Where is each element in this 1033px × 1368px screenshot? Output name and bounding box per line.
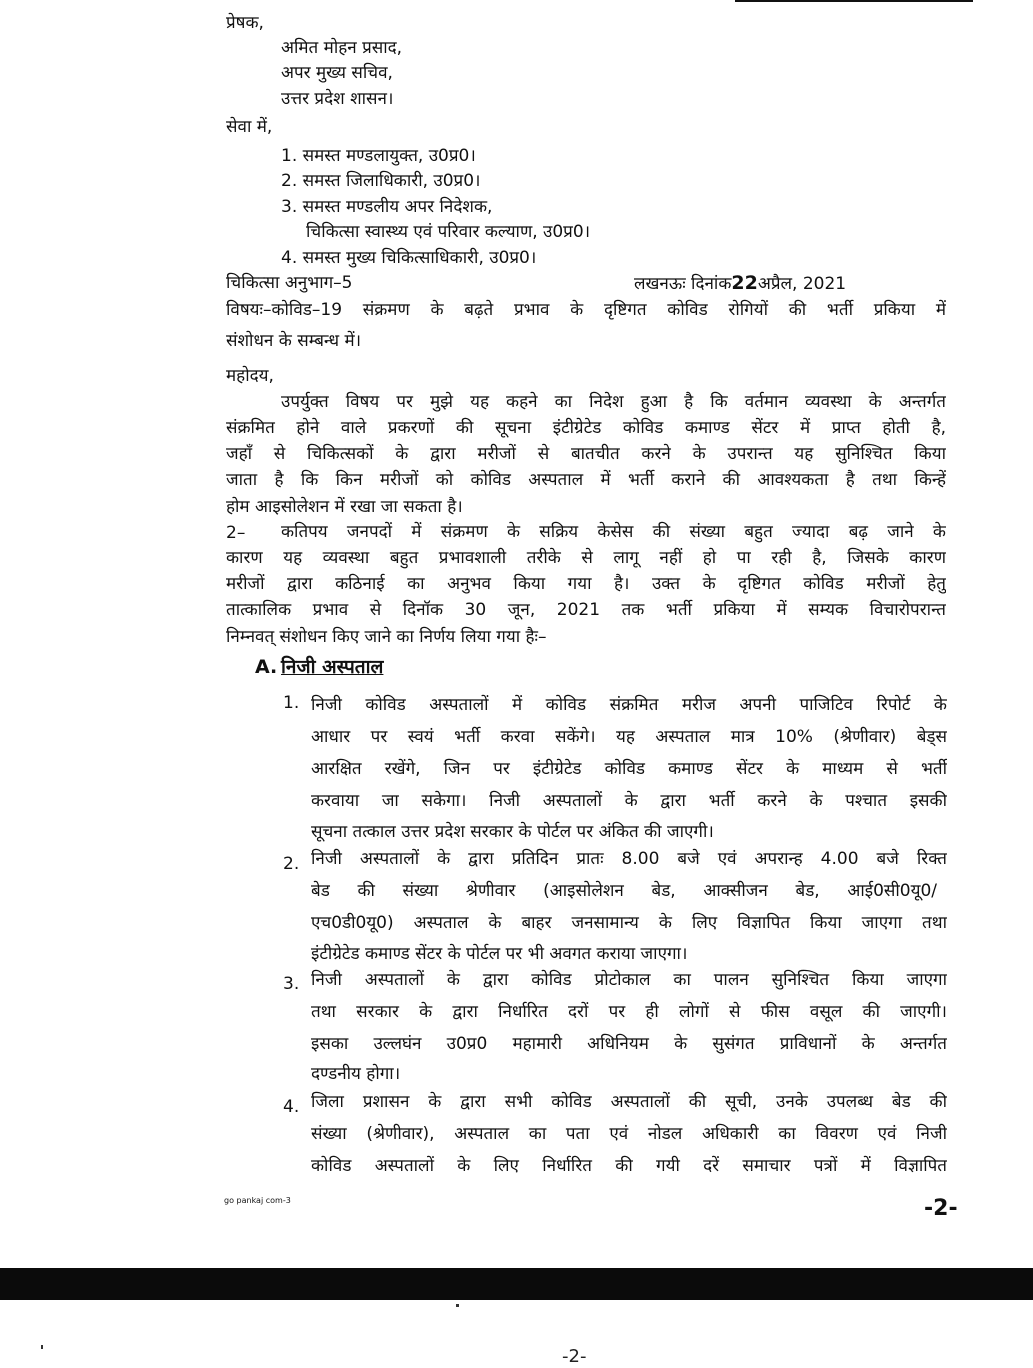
- para1-line: होम आइसोलेशन में रखा जा सकता है।: [226, 497, 463, 517]
- para1-line: उपर्युक्त विषय पर मुझे यह कहने का निदेश हुआ है कि वर्तमान व्यवस्था के अन्तर्गत: [281, 392, 946, 412]
- section-a-title: निजी अस्पताल: [281, 656, 384, 678]
- item-line: निजी अस्पतालों के द्वारा कोविड प्रोटोकाल का पालन सुनिश्चित किया जाएगा: [311, 970, 947, 990]
- para2-line: निम्नवत् संशोधन किए जाने का निर्णय लिया गया हैः–: [226, 627, 547, 647]
- item-line: करवाया जा सकेगा। निजी अस्पतालों के द्वारा भर्ती करने के पश्चात इसकी: [311, 791, 947, 811]
- section-a-label: A.: [255, 656, 278, 678]
- item-line: तथा सरकार के द्वारा निर्धारित दरों पर ही लोगों से फीस वसूल की जाएगी।: [311, 1002, 947, 1022]
- item-line: दण्डनीय होगा।: [311, 1064, 401, 1084]
- next-page-number-fragment: -2-: [562, 1346, 587, 1367]
- item-line: सूचना तत्काल उत्तर प्रदेश सरकार के पोर्टल पर अंकित की जाएगी।: [311, 822, 714, 842]
- recipient-3-cont: चिकित्सा स्वास्थ्य एवं परिवार कल्याण, उ0प्र0।: [306, 222, 591, 242]
- item-line: निजी अस्पतालों के द्वारा प्रतिदिन प्रातः 8.00 बजे एवं अपरान्ह 4.00 बजे रिक्त: [311, 849, 947, 869]
- sender-designation: अपर मुख्य सचिव,: [281, 63, 393, 83]
- item-line: कोविड अस्पतालों के लिए निर्धारित की गयी दरें समाचार पत्रों में विज्ञापित: [311, 1156, 947, 1176]
- item-number: 3.: [283, 974, 300, 994]
- date-prefix: लखनऊः दिनांक: [634, 274, 732, 294]
- file-reference: go pankaj com-3: [224, 1196, 291, 1205]
- item-number: 1.: [283, 693, 300, 713]
- item-number: 4.: [283, 1097, 300, 1117]
- item-line: एच0डी0यू0) अस्पताल के बाहर जनसामान्य के लिए विज्ञापित किया जाएगा तथा: [311, 913, 947, 933]
- para2-line: कारण यह व्यवस्था बहुत प्रभावशाली तरीके से लागू नहीं हो पा रही है, जिसके कारण: [226, 548, 946, 568]
- scan-speck: [41, 1345, 43, 1349]
- item-line: इंटीग्रेटेड कमाण्ड सेंटर के पोर्टल पर भी अवगत कराया जाएगा।: [311, 944, 688, 964]
- item-line: आधार पर स्वयं भर्ती करवा सकेंगे। यह अस्पताल मात्र 10% (श्रेणीवार) बेड्स: [311, 727, 947, 747]
- item-line: निजी कोविड अस्पतालों में कोविड संक्रमित मरीज अपनी पाजिटिव रिपोर्ट के: [311, 695, 947, 715]
- para1-line: संक्रमित होने वाले प्रकरणों की सूचना इंटीग्रेटेड कोविड कमाण्ड सेंटर में प्राप्त होती है,: [226, 418, 946, 438]
- item-line: बेड की संख्या श्रेणीवार (आइसोलेशन बेड, आक्सीजन बेड, आई0सी0यू0/: [311, 881, 937, 901]
- next-page-top: [0, 1300, 1033, 1367]
- sender-label: प्रेषक,: [226, 13, 264, 33]
- item-line: संख्या (श्रेणीवार), अस्पताल का पता एवं नोडल अधिकारी का विवरण एवं निजी: [311, 1124, 947, 1144]
- para2-number: 2–: [226, 523, 246, 543]
- recipient-2: 2. समस्त जिलाधिकारी, उ0प्र0।: [281, 171, 481, 191]
- item-line: जिला प्रशासन के द्वारा सभी कोविड अस्पतालों की सूची, उनके उपलब्ध बेड की: [311, 1092, 947, 1112]
- recipient-3: 3. समस्त मण्डलीय अपर निदेशक,: [281, 197, 493, 217]
- date-day: 22: [731, 272, 758, 294]
- para2-line: कतिपय जनपदों में संक्रमण के सक्रिय केसेस की संख्या बहुत ज्यादा बढ़ जाने के: [281, 522, 946, 542]
- to-label: सेवा में,: [226, 117, 273, 137]
- sender-office: उत्तर प्रदेश शासन।: [281, 89, 394, 109]
- subject-line-2: संशोधन के सम्बन्ध में।: [226, 331, 362, 351]
- salutation: महोदय,: [226, 366, 274, 386]
- top-rule: [735, 0, 973, 2]
- scan-speck: [456, 1304, 459, 1307]
- next-page-marker: -2-: [924, 1196, 958, 1221]
- para2-line: तात्कालिक प्रभाव से दिनॉक 30 जून, 2021 तक भर्ती प्रकिया में सम्यक विचारोपरान्त: [226, 600, 946, 620]
- date-rest: अप्रैल, 2021: [757, 274, 847, 294]
- letter-date: [634, 272, 846, 295]
- recipient-1: 1. समस्त मण्डलायुक्त, उ0प्र0।: [281, 146, 476, 166]
- para1-line: जाता है कि किन मरीजों को कोविड अस्पताल में भर्ती कराने की आवश्यकता है तथा किन्हें: [226, 470, 946, 490]
- item-line: आरक्षित रखेंगे, जिन पर इंटीग्रेटेड कोविड कमाण्ड सेंटर के माध्यम से भर्ती: [311, 759, 947, 779]
- para2-line: मरीजों द्वारा कठिनाई का अनुभव किया गया है। उक्त के दृष्टिगत कोविड मरीजों हेतु: [226, 574, 946, 594]
- item-line: इसका उल्लघंन उ0प्र0 महामारी अधिनियम के सुसंगत प्राविधानों के अन्तर्गत: [311, 1034, 947, 1054]
- item-number: 2.: [283, 854, 300, 874]
- section-ref: चिकित्सा अनुभाग–5: [226, 273, 353, 293]
- scan-gap-bar: [0, 1268, 1033, 1300]
- para1-line: जहाँ से चिकित्सकों के द्वारा मरीजों से बातचीत करने के उपरान्त यह सुनिश्चित किया: [226, 444, 946, 464]
- sender-name: अमित मोहन प्रसाद,: [281, 38, 403, 58]
- recipient-4: 4. समस्त मुख्य चिकित्साधिकारी, उ0प्र0।: [281, 248, 537, 268]
- subject-line-1: विषयः–कोविड–19 संक्रमण के बढ़ते प्रभाव के दृष्टिगत कोविड रोगियों की भर्ती प्रकिया में: [226, 300, 946, 320]
